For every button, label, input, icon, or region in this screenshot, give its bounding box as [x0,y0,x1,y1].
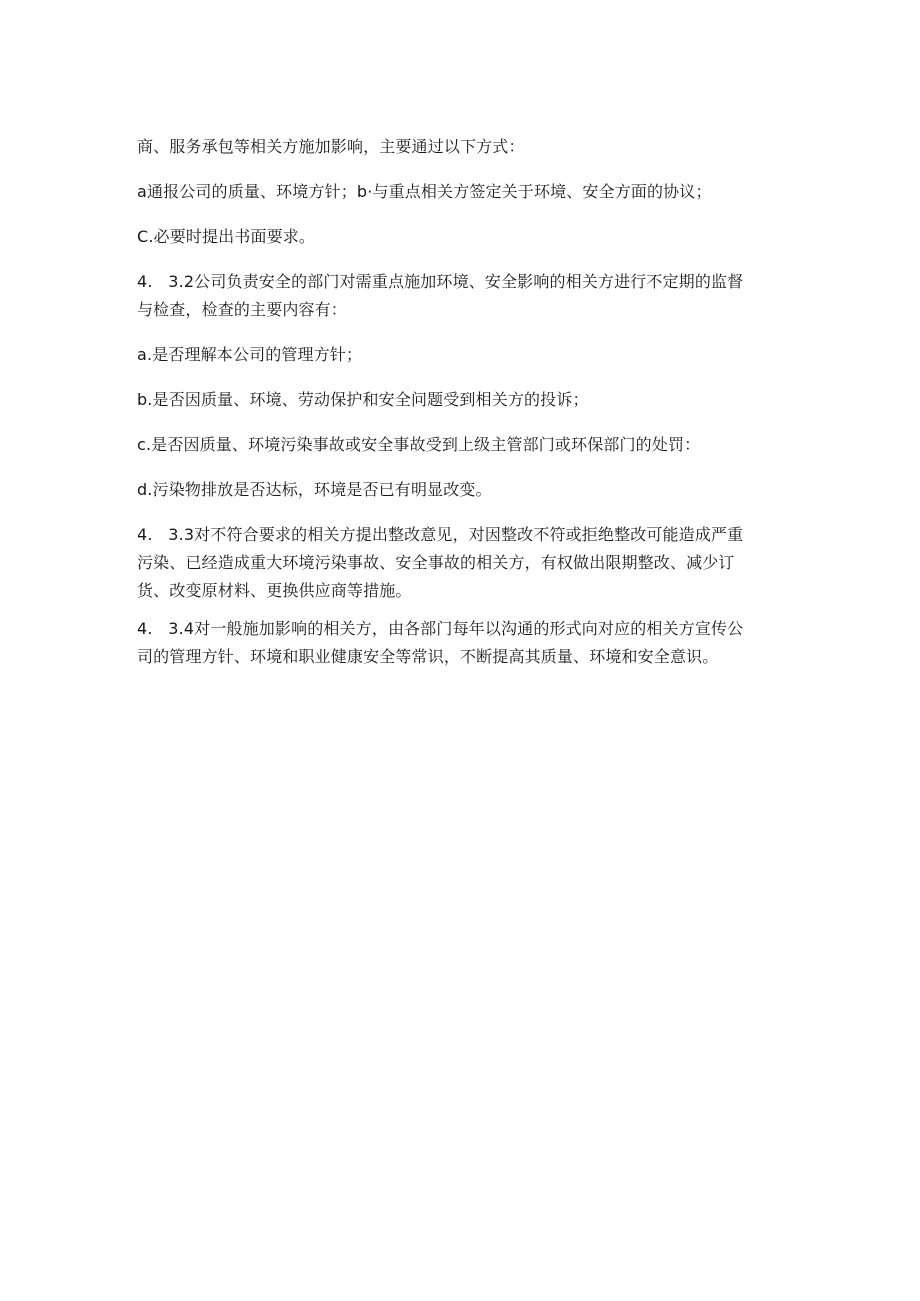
paragraph-section-3-3 [137,521,787,605]
paragraph-item-a-b [137,178,787,206]
document-body [137,133,787,688]
paragraph-intro [137,133,787,161]
text-line: 与检查，检查的主要内容有： [137,300,347,319]
text-line: 4. 3.2公司负责安全的部门对需重点施加环境、安全影响的相关方进行不定期的监督 [137,272,744,291]
paragraph-section-3-2 [137,268,787,324]
text-line: d.污染物排放是否达标，环境是否已有明显改变。 [137,480,492,499]
text-line: a通报公司的质量、环境方针；b·与重点相关方签定关于环境、安全方面的协议； [137,182,712,201]
text-line: c.是否因质量、环境污染事故或安全事故受到上级主管部门或环保部门的处罚： [137,435,701,454]
text-line: 污染、已经造成重大环境污染事故、安全事故的相关方，有权做出限期整改、减少订 [137,553,735,572]
paragraph-check-b [137,386,787,414]
text-line: 司的管理方针、环境和职业健康安全等常识，不断提高其质量、环境和安全意识。 [137,647,719,666]
text-line: 4. 3.4对一般施加影响的相关方，由各部门每年以沟通的形式向对应的相关方宣传公 [137,619,744,638]
paragraph-check-d [137,476,787,504]
text-line: 货、改变原材料、更换供应商等措施。 [137,581,412,600]
paragraph-item-c [137,223,787,251]
text-line: 4. 3.3对不符合要求的相关方提出整改意见，对因整改不符或拒绝整改可能造成严重 [137,525,744,544]
text-line: a.是否理解本公司的管理方针； [137,345,363,364]
paragraph-section-3-4 [137,615,787,671]
paragraph-check-a [137,341,787,369]
text-line: 商、服务承包等相关方施加影响，主要通过以下方式： [137,137,525,156]
text-line: b.是否因质量、环境、劳动保护和安全问题受到相关方的投诉； [137,390,589,409]
text-line: C.必要时提出书面要求。 [137,227,316,246]
paragraph-check-c [137,431,787,459]
